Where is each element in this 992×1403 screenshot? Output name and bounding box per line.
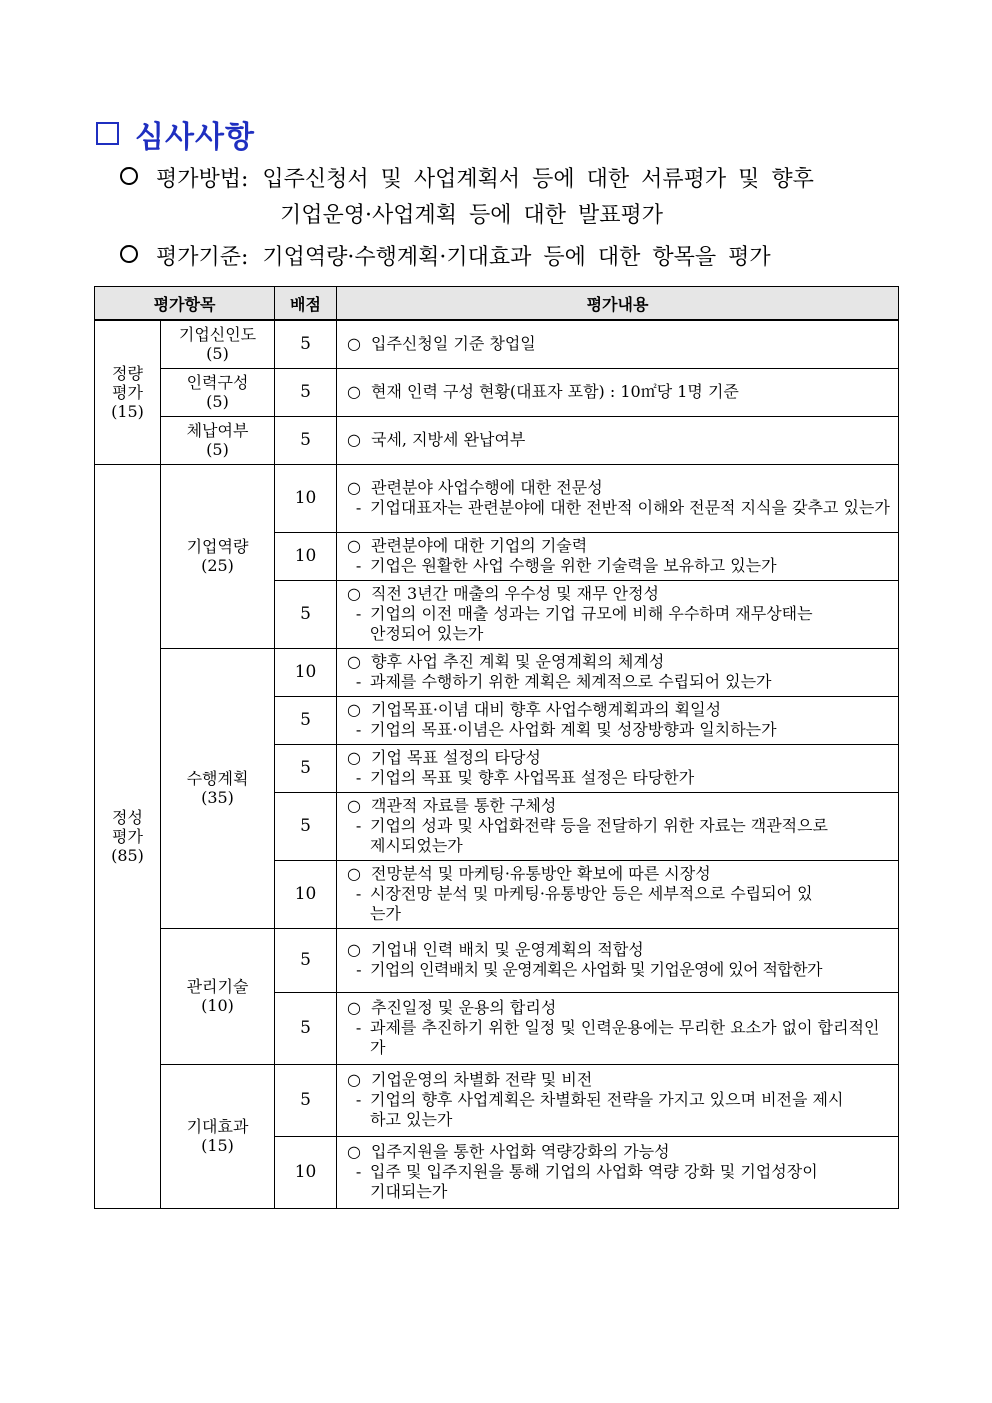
content-cell: ○ 관련분야에 대한 기업의 기술력 - 기업은 원활한 사업 수행을 위한 기술력을 보유하고 있는가 <box>337 532 899 580</box>
points-cell: 10 <box>275 648 337 696</box>
standard-text: 기업역량·수행계획·기대효과 등에 대한 항목을 평가 <box>262 245 771 270</box>
subcategory: 관리기술 (10) <box>161 928 275 1064</box>
points-cell: 5 <box>275 1064 337 1136</box>
header-content: 평가내용 <box>337 287 899 321</box>
content-cell: ○ 추진일정 및 운용의 합리성 - 과제를 추진하기 위한 일정 및 인력운용에는 무리한 요소가 없이 합리적인가 <box>337 992 899 1064</box>
subcategory: 기업역량 (25) <box>161 464 275 648</box>
section-heading-text: 심사사항 <box>135 120 255 155</box>
content-cell: ○ 관련분야 사업수행에 대한 전문성 - 기업대표자는 관련분야에 대한 전반적 이해와 전문적 지식을 갖추고 있는가 <box>337 464 899 532</box>
method-text-line2: 기업운영·사업계획 등에 대한 발표평가 <box>280 203 664 228</box>
points-cell: 5 <box>275 580 337 648</box>
evaluation-table <box>94 286 899 1209</box>
subcategory: 인력구성 (5) <box>161 368 275 416</box>
subcategory: 기대효과 (15) <box>161 1064 275 1208</box>
standard-label: 평가기준: <box>156 245 249 270</box>
category-qualitative: 정성 평가 (85) <box>95 464 161 1208</box>
table-row <box>95 416 899 464</box>
content-cell: ○ 직전 3년간 매출의 우수성 및 재무 안정성 - 기업의 이전 매출 성과는 기업 규모에 비해 우수하며 재무상태는 안정되어 있는가 <box>337 580 899 648</box>
evaluation-method <box>120 162 900 234</box>
circle-bullet-icon <box>120 245 138 263</box>
checkbox-square-icon <box>96 122 119 145</box>
content-cell: ○ 전망분석 및 마케팅·유통방안 확보에 따른 시장성 - 시장전망 분석 및 마케팅·유통방안 등은 세부적으로 수립되어 있는가 <box>337 860 899 928</box>
table-row <box>95 928 899 992</box>
header-points: 배점 <box>275 287 337 321</box>
content-cell: ○ 기업운영의 차별화 전략 및 비전 - 기업의 향후 사업계획은 차별화된 전략을 가지고 있으며 비전을 제시하고 있는가 <box>337 1064 899 1136</box>
table-header-row <box>95 287 899 321</box>
table-row <box>95 320 899 368</box>
content-cell: ○ 현재 인력 구성 현황(대표자 포함) : 10㎡당 1명 기준 <box>337 368 899 416</box>
points-cell: 5 <box>275 792 337 860</box>
category-quantitative: 정량 평가 (15) <box>95 320 161 464</box>
table-row <box>95 648 899 696</box>
evaluation-standard <box>120 240 771 276</box>
points-cell: 5 <box>275 744 337 792</box>
method-label: 평가방법: <box>156 167 249 192</box>
table-row <box>95 464 899 532</box>
header-item: 평가항목 <box>95 287 275 321</box>
content-cell: ○ 기업 목표 설정의 타당성 - 기업의 목표 및 향후 사업목표 설정은 타당한가 <box>337 744 899 792</box>
points-cell: 10 <box>275 464 337 532</box>
content-cell: ○ 기업내 인력 배치 및 운영계획의 적합성 - 기업의 인력배치 및 운영계획은 사업화 및 기업운영에 있어 적합한가 <box>337 928 899 992</box>
points-cell: 5 <box>275 696 337 744</box>
table-row <box>95 1064 899 1136</box>
points-cell: 5 <box>275 320 337 368</box>
points-cell: 10 <box>275 1136 337 1208</box>
section-heading <box>96 112 255 156</box>
points-cell: 10 <box>275 532 337 580</box>
points-cell: 5 <box>275 928 337 992</box>
content-cell: ○ 객관적 자료를 통한 구체성 - 기업의 성과 및 사업화전략 등을 전달하기 위한 자료는 객관적으로 제시되었는가 <box>337 792 899 860</box>
points-cell: 5 <box>275 368 337 416</box>
subcategory: 수행계획 (35) <box>161 648 275 928</box>
points-cell: 5 <box>275 992 337 1064</box>
points-cell: 5 <box>275 416 337 464</box>
table-row <box>95 368 899 416</box>
method-text-line1: 입주신청서 및 사업계획서 등에 대한 서류평가 및 향후 <box>262 167 814 192</box>
subcategory: 기업신인도 (5) <box>161 320 275 368</box>
subcategory: 체납여부 (5) <box>161 416 275 464</box>
content-cell: ○ 입주지원을 통한 사업화 역량강화의 가능성 - 입주 및 입주지원을 통해 기업의 사업화 역량 강화 및 기업성장이 기대되는가 <box>337 1136 899 1208</box>
content-cell: ○ 입주신청일 기준 창업일 <box>337 320 899 368</box>
circle-bullet-icon <box>120 167 138 185</box>
points-cell: 10 <box>275 860 337 928</box>
content-cell: ○ 국세, 지방세 완납여부 <box>337 416 899 464</box>
content-cell: ○ 기업목표·이념 대비 향후 사업수행계획과의 획일성 - 기업의 목표·이념은 사업화 계획 및 성장방향과 일치하는가 <box>337 696 899 744</box>
content-cell: ○ 향후 사업 추진 계획 및 운영계획의 체계성 - 과제를 수행하기 위한 계획은 체계적으로 수립되어 있는가 <box>337 648 899 696</box>
